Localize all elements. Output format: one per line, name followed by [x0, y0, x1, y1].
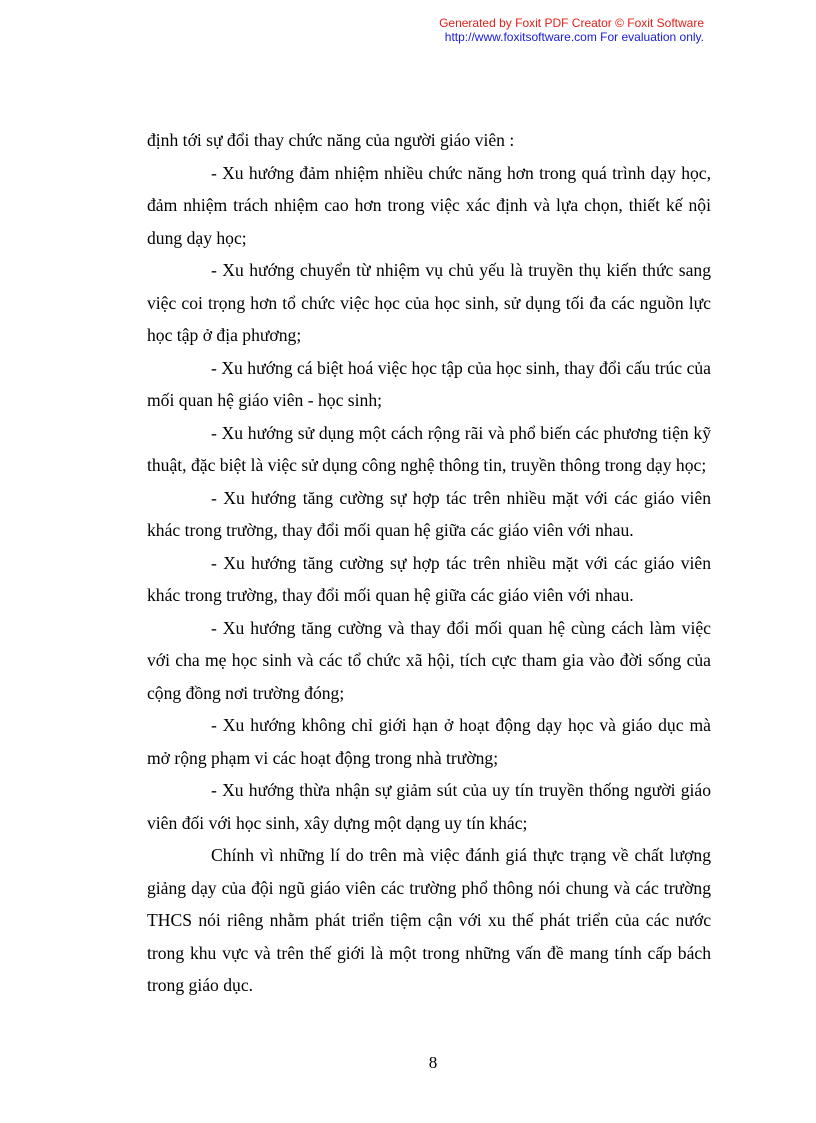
watermark-url-text: http://www.foxitsoftware.com For evaluation only.	[444, 30, 704, 44]
watermark-generator-text: Generated by Foxit PDF Creator © Foxit Software	[439, 16, 704, 30]
paragraph-trend-1: - Xu hướng đảm nhiệm nhiều chức năng hơn trong quá trình dạy học, đảm nhiệm trách nhiệm cao hơn trong việc xác định và lựa chọn, thiết kế nội dung dạy học;	[147, 162, 711, 248]
paragraph-trend-5: - Xu hướng tăng cường sự hợp tác trên nhiều mặt với các giáo viên khác trong trường, thay đổi mối quan hệ giữa các giáo viên với nhau.	[147, 487, 711, 540]
paragraph-continuation: định tới sự đổi thay chức năng của người giáo viên :	[147, 130, 515, 150]
paragraph-conclusion: Chính vì những lí do trên mà việc đánh giá thực trạng về chất lượng giảng dạy của đội ngũ giáo viên các trường phổ thông nói chung và các trường THCS nói riêng nhằm phát triển tiệm cận với xu thế phát triển của các nước trong khu vực và trên thế giới là một trong những vấn đề mang tính cấp bách trong giáo dục.	[147, 845, 711, 995]
paragraph-trend-4: - Xu hướng sử dụng một cách rộng rãi và phổ biến các phương tiện kỹ thuật, đặc biệt là việc sử dụng công nghệ thông tin, truyền thông trong dạy học;	[147, 422, 711, 475]
page-number: 8	[428, 1053, 438, 1072]
document-body	[147, 124, 711, 1002]
paragraph-trend-6: - Xu hướng tăng cường sự hợp tác trên nhiều mặt với các giáo viên khác trong trường, thay đổi mối quan hệ giữa các giáo viên với nhau.	[147, 552, 711, 605]
paragraph-trend-3: - Xu hướng cá biệt hoá việc học tập của học sinh, thay đổi cấu trúc của mối quan hệ giáo viên - học sinh;	[147, 357, 711, 410]
paragraph-trend-7: - Xu hướng tăng cường và thay đổi mối quan hệ cùng cách làm việc với cha mẹ học sinh và các tổ chức xã hội, tích cực tham gia vào đời sống của cộng đồng nơi trường đóng;	[147, 617, 711, 703]
paragraph-trend-2: - Xu hướng chuyển từ nhiệm vụ chủ yếu là truyền thụ kiến thức sang việc coi trọng hơn tổ chức việc học của học sinh, sử dụng tối đa các nguồn lực học tập ở địa phương;	[147, 260, 711, 345]
paragraph-trend-9: - Xu hướng thừa nhận sự giảm sút của uy tín truyền thống người giáo viên đối với học sinh, xây dựng một dạng uy tín khác;	[147, 780, 711, 833]
foxit-watermark	[439, 16, 704, 44]
paragraph-trend-8: - Xu hướng không chỉ giới hạn ở hoạt động dạy học và giáo dục mà mở rộng phạm vi các hoạt động trong nhà trường;	[147, 715, 711, 768]
